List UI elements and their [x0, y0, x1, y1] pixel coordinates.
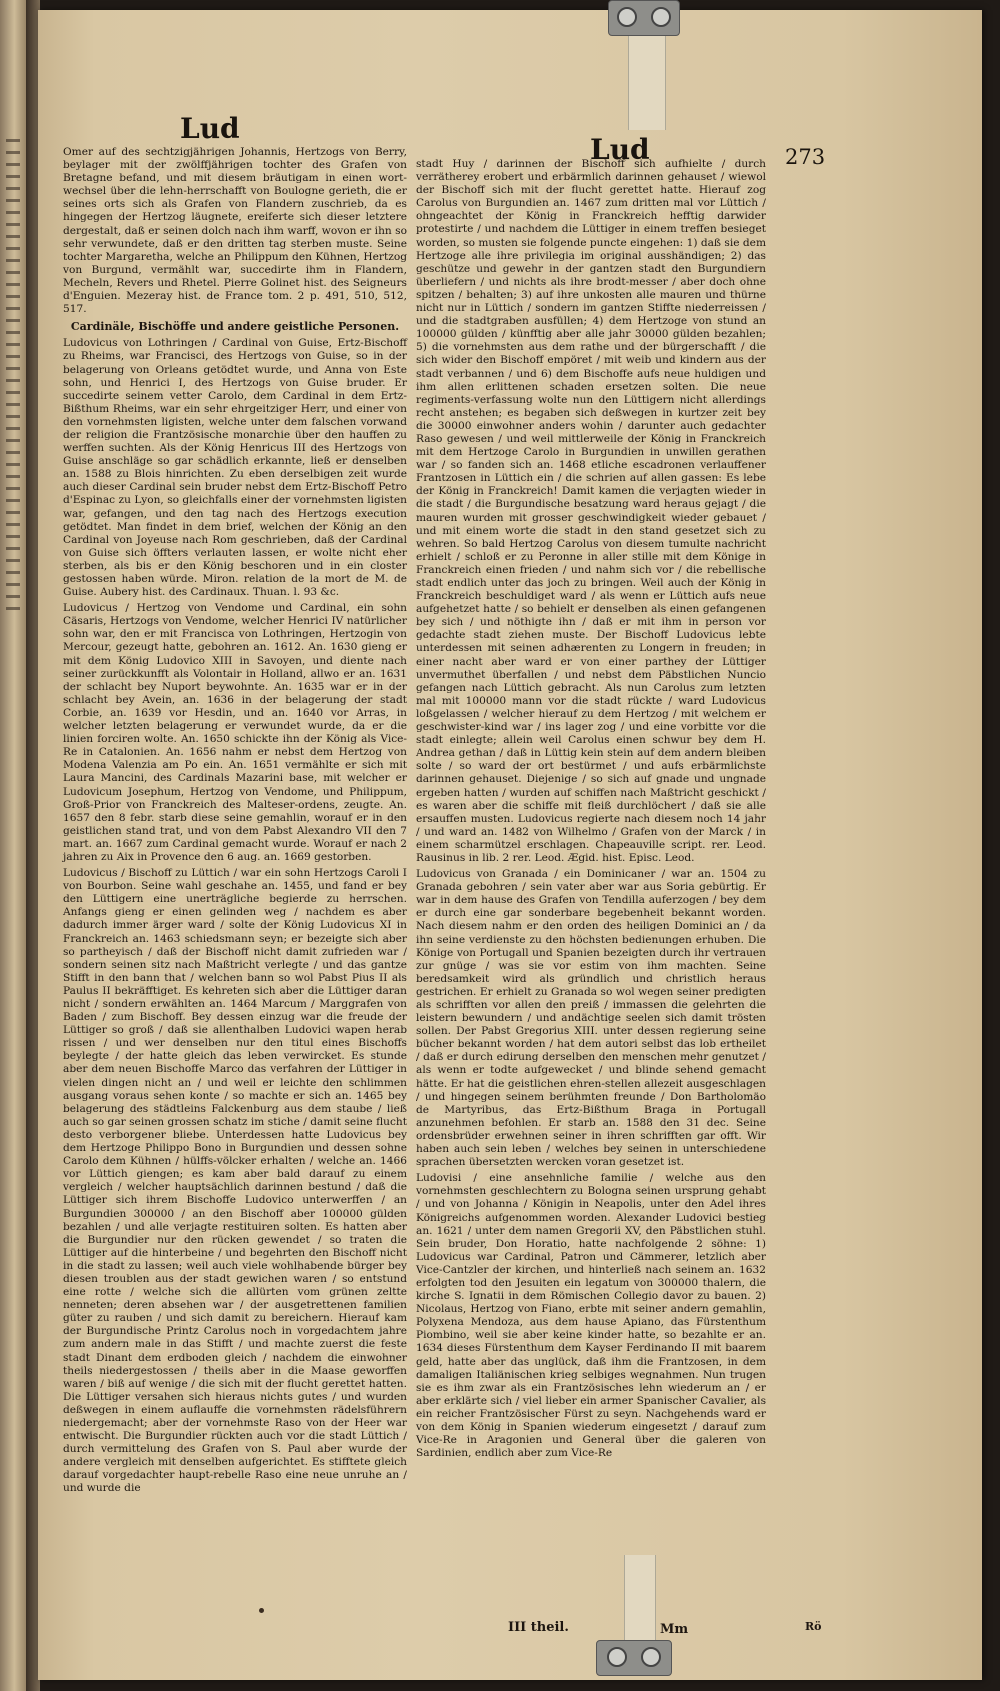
- page-number: 273: [785, 145, 826, 169]
- catchword: Rö: [805, 1620, 822, 1633]
- right-column: [416, 158, 766, 1463]
- page-clamp-bottom: [596, 1640, 672, 1676]
- signature-mark: Mm: [660, 1622, 689, 1637]
- running-head-left: Lud: [180, 112, 240, 145]
- previous-page-edge: [0, 0, 26, 1691]
- entry-granada: Ludovicus von Granada / ein Dominicaner / war an. 1504 zu Granada gebohren / sein vater aber war aus Soria gebürtig. Er war in dem hause des Grafen von Tendilla auferzogen / bey dem er durch eine gar sonderbare begebenheit bekannt worden. Nach diesem nahm er den orden des heiligen Dominici an / da ihn seine verdienste zu den höchsten bedienungen erhuben. Die Könige von Portugall und Spanien bezeigten durch ihr vertrauen zur gnüge / was sie vor estim von ihm machten. Seine beredsamkeit wird als gründlich und christlich heraus gestrichen. Er erhielt zu Granada so wol wegen seiner predigten als schrifften vor allen den preiß / immassen die gelehrten die leistern bewundern / und andächtige seelen sich damit trösten sollen. Der Pabst Gregorius XIII. unter dessen regierung seine bücher bekannt worden / hat dem autori selbst das lob ertheilet / daß er durch edirung derselben den menschen mehr genutzet / als wenn er todte aufgewecket / und blinde sehend gemacht hätte. Er hat die geistlichen ehren-stellen allezeit ausgeschlagen / und hingegen seinem berühmten freunde / Don Bartholomäo de Martyribus, das Ertz-Bißthum Braga in Portugall anzunehmen befohlen. Er starb an. 1588 den 31 dec. Seine ordensbrüder erwehnen seiner in ihren schrifften gar offt. Wir haben auch sein leben / welches bey seinen in unterschiedene sprachen übersetzten wercken voran gesetzet ist.: [416, 868, 766, 1169]
- entry-lothringen: Ludovicus von Lothringen / Cardinal von Guise, Ertz-Bischoff zu Rheims, war Francisci, des Hertzogs von Guise, so in der belagerung von Orleans getödtet wurde, und Anna von Este sohn, und Henrici I, des Hertzogs von Guise bruder. Er succedirte seinem vetter Carolo, dem Cardinal in dem Ertz-Bißthum Rheims, war ein sehr ehrgeitziger Herr, und einer von den vornehmsten ligisten, welche unter dem falschen vorwand der religion die Frantzösische monarchie über den hauffen zu werffen suchten. Als der König Henricus III des Hertzogs von Guise anschläge so gar schädlich erkannte, ließ er denselben an. 1588 zu Blois hinrichten. Zu eben derselbigen zeit wurde auch dieser Cardinal sein bruder nebst dem Ertz-Bischoff Petro d'Espinac zu Lyon, so gleichfalls einer der vornehmsten ligisten war, gefangen, und den tag nach des Hertzogs execution getödtet. Man findet in dem brief, welchen der König an den Cardinal von Joyeuse nach Rom geschrieben, daß der Cardinal von Guise sich öffters verlauten lassen, er wolte nicht eher sterben, als bis er den König beschoren und in ein closter gestossen haben würde. Miron. relation de la mort de M. de Guise. Aubery hist. des Cardinaux. Thuan. l. 93 &c.: [63, 337, 407, 599]
- section-title: Cardinäle, Bischöffe und andere geistliche Personen.: [70, 320, 400, 334]
- paragraph: stadt Huy / darinnen der Bischoff sich aufhielte / durch verrätherey erobert und erbärmlich darinnen gehauset / wiewol der Bischoff sich mit der flucht gerettet hatte. Hierauf zog Carolus von Burgundien an. 1467 zum dritten mal vor Lüttich / ohngeachtet der König in Franckreich hefftig darwider protestirte / und nachdem die Lüttiger in einem treffen besieget worden, so musten sie folgende puncte eingehen: 1) daß sie dem Hertzoge alle ihre privilegia im original ausshändigen; 2) das geschütze und gewehr in der gantzen stadt den Burgundiern überliefern / und nichts als ihre brodt-messer / aber doch ohne spitzen / behalten; 3) auf ihre unkosten alle mauren und thürne nicht nur in Lüttich / sondern im gantzen Stiffte niederreissen / und die stadtgraben ausfüllen; 4) dem Hertzoge von stund an 100000 gülden / künfftig aber alle jahr 30000 gülden bezahlen; 5) die vornehmsten aus dem rathe und der bürgerschafft / die sich wider den Bischoff empöret / mit weib und kindern aus der stadt verbannen / und 6) dem Bischoffe aufs neue huldigen und ihm allen erlittenen schaden ersetzen solten. Die neue regiments-verfassung wolte nun den Lüttigern nicht allerdings recht anstehen; es begaben sich deßwegen in kurtzer zeit bey die 30000 einwohner anders wohin / darunter auch gedachter Raso gewesen / und weil mittlerweile der König in Franckreich mit dem Hertzoge Carolo in Burgundien in unwillen gerathen war / so fanden sich an. 1468 etliche escadronen verlauffener Frantzosen in Lüttich ein / die schrien auf allen gassen: Es lebe der König in Franckreich! Damit kamen die verjagten wieder in die stadt / die Burgundische besatzung ward heraus gejagt / die mauren wurden mit grosser geschwindigkeit wieder gebauet / und mit einem worte die stadt in den stand gesetzet sich zu wehren. So bald Hertzog Carolus von diesem tumulte nachricht erhielt / schloß er zu Peronne in aller stille mit dem Könige in Franckreich einen frieden / und nahm sich vor / die rebellische stadt endlich unter das joch zu bringen. Weil auch der König in Franckreich beschuldiget ward / als wenn er Lüttich aufs neue aufgehetzet hatte / so behielt er denselben als einen gefangenen bey sich / und nöthigte ihn / daß er mit ihm in person vor gedachte stadt ziehen muste. Der Bischoff Ludovicus lebte unterdessen mit seinen adhærenten zu Longern in freuden; in einer nacht aber ward er von einer parthey der Lüttiger unvermuthet überfallen / und nebst dem Päbstlichen Nuncio gefangen nach Lüttich gebracht. Als nun Carolus zum letzten mal mit 100000 mann vor die stadt rückte / ward Ludovicus loßgelassen / welcher hierauf zu dem Hertzog / mit welchem er geschwister-kind war / ins lager zog / und eine vorbitte vor die stadt einlegte; allein weil Carolus einen schwur bey dem H. Andrea gethan / daß in Lüttig kein stein auf dem andern bleiben solte / so ward der ort bestürmet / und aufs erbärmlichste darinnen gehauset. Diejenige / so sich auf gnade und ungnade ergeben hatten / wurden auf schiffen nach Maßtricht geschickt / es waren aber die schiffe mit fleiß durchlöchert / daß sie alle ersauffen musten. Ludovicus regierte nach diesem noch 14 jahr / und ward an. 1482 von Wilhelmo / Grafen von der Marck / in einem scharmützel erschlagen. Chapeauville script. rer. Leod. Rausinus in lib. 2 rer. Leod. Ægid. hist. Episc. Leod.: [416, 158, 766, 864]
- screw-icon: [617, 7, 637, 27]
- ink-spot: [259, 1608, 264, 1613]
- left-column: [63, 146, 407, 1499]
- volume-footer: III theil.: [508, 1620, 569, 1635]
- screw-icon: [607, 1647, 627, 1667]
- entry-vendome: Ludovicus / Hertzog von Vendome und Cardinal, ein sohn Cäsaris, Hertzogs von Vendome, welcher Henrici IV natürlicher sohn war, den er mit Francisca von Lothringen, Hertzogin von Mercour, gezeugt hatte, gebohren an. 1612. An. 1630 gieng er mit dem König Ludovico XIII in Savoyen, und diente nach seiner zurückkunfft als Volontair in Holland, allwo er an. 1631 der schlacht bey Nuport beywohnte. An. 1635 war er in der schlacht bey Avein, an. 1636 in der belagerung der stadt Corbie, an. 1639 vor Hesdin, und an. 1640 vor Arras, in welcher letzten belagerung er verwundet wurde, da er die linien forciren wolte. An. 1650 schickte ihn der König als Vice-Re in Catalonien. An. 1656 nahm er nebst dem Hertzog von Modena Valenzia am Po ein. An. 1651 vermählte er sich mit Laura Mancini, des Cardinals Mazarini base, mit welcher er Ludovicum Josephum, Hertzog von Vendome, und Philippum, Groß-Prior von Franckreich des Malteser-ordens, zeugte. An. 1657 den 8 febr. starb diese seine gemahlin, worauf er in den geistlichen stand trat, und von dem Pabst Alexandro VII den 7 mart. an. 1667 zum Cardinal gemacht wurde. Worauf er nach 2 jahren zu Aix in Provence den 6 aug. an. 1669 gestorben.: [63, 602, 407, 863]
- screw-icon: [641, 1647, 661, 1667]
- screw-icon: [651, 7, 671, 27]
- paragraph: Omer auf des sechtzigjährigen Johannis, Hertzogs von Berry, beylager mit der zwölffjährigen tochter des Grafen von Bretagne befand, und mit diesem bräutigam in einen wort-wechsel über die lehn-herrschafft von Boulogne gerieth, die er seines orts sich als Grafen von Flandern zuschrieb, da es hingegen der Hertzog läugnete, ereiferte sich dieser letztere dergestalt, daß er seinen dolch nach ihm warff, wovon er ihn so sehr verwundete, daß er den dritten tag sterben muste. Seine tochter Margaretha, welche an Philippum den Kühnen, Hertzog von Burgund, vermählt war, succedirte ihm in Flandern, Mecheln, Revers und Rhetel. Pierre Golinet hist. des Seigneurs d'Enguien. Mezeray hist. de France tom. 2 p. 491, 510, 512, 517.: [63, 146, 407, 316]
- page-clamp-top: [608, 0, 680, 36]
- entry-luettich: Ludovicus / Bischoff zu Lüttich / war ein sohn Hertzogs Caroli I von Bourbon. Seine wahl geschahe an. 1455, und fand er bey den Lüttigern eine unerträgliche begierde zu herrschen. Anfangs gieng er einen gelinden weg / nachdem es aber dadurch immer ärger ward / solte der König Ludovicus XI in Franckreich an. 1463 schiedsmann seyn; er bezeigte sich aber so partheyisch / daß der Bischoff nicht damit zufrieden war / sondern seinen sitz nach Maßtricht verlegte / und das gantze Stifft in den bann that / welchen bann so wol Pabst Pius II als Paulus II bekräfftiget. Es kehreten sich aber die Lüttiger daran nicht / sondern erwählten an. 1464 Marcum / Marggrafen von Baden / zum Bischoff. Bey dessen einzug war die freude der Lüttiger so groß / daß sie allenthalben Ludovici wapen herab rissen / und wer denselben nur den titul eines Bischoffs beylegte / der hatte gleich das leben verwircket. Es stunde aber dem neuen Bischoffe Marco das verfahren der Lüttiger in vielen dingen nicht an / und weil er leichte den schlimmen ausgang voraus sehen konte / so machte er sich an. 1465 bey belagerung des städtleins Falckenburg aus dem staube / ließ auch so gar seinen grossen schatz im stiche / damit seine flucht desto verborgener bliebe. Unterdessen hatte Ludovicus bey dem Hertzoge Philippo Bono in Burgundien und dessen sohne Carolo dem Kühnen / hülffs-völcker erhalten / welche an. 1466 vor Lüttich giengen; es kam aber bald darauf zu einem vergleich / welcher hauptsächlich darinnen bestund / daß die Lüttiger sich ihrem Bischoffe Ludovico unterwerffen / an Burgundien 300000 / an den Bischoff aber 100000 gülden bezahlen / und alle verjagte restituiren solten. Es hatten aber die Burgundier nur den rücken gewendet / so traten die Lüttiger auf die hinterbeine / und begehrten den Bischoff nicht in die stadt zu lassen; weil auch viele wohlhabende bürger bey diesen troublen aus der stadt gewichen waren / so entstund eine rotte / welche sich die allürten vom grünen zeltte nenneten; deren absehen war / der ausgetrettenen familien güter zu rauben / und sich damit zu bereichern. Hierauf kam der Burgundische Printz Carolus noch in vorgedachtem jahre zum andern male in das Stifft / und machte zuerst die feste stadt Dinant dem erdboden gleich / nachdem die einwohner theils niedergestossen / theils aber in die Maase geworffen waren / biß auf wenige / die sich mit der flucht gerettet hatten. Die Lüttiger versahen sich hieraus nichts gutes / und wurden deßwegen in einem auflauffe die vornehmsten rädelsführern niedergemacht; aber der vornehmste Raso von der Heer war entwischt. Die Burgundier rückten auch vor die stadt Lüttich / durch vermittelung des Grafen von S. Paul aber wurde der andere vergleich mit denselben aufgerichtet. Es stifftete gleich darauf vorgedachter haupt-rebelle Raso eine neue unruhe an / und wurde die: [63, 867, 407, 1495]
- running-head-right: Lud: [590, 133, 650, 166]
- entry-ludovisi: Ludovisi / eine ansehnliche familie / welche aus den vornehmsten geschlechtern zu Bologna seinen ursprung gehabt / und von Johanna / Königin in Neapolis, unter den Adel ihres Königreichs aufgenommen worden. Alexander Ludovici bestieg an. 1621 / unter dem namen Gregorii XV, den Päbstlichen stuhl. Sein bruder, Don Horatio, hatte nachfolgende 2 söhne: 1) Ludovicus war Cardinal, Patron und Cämmerer, letzlich aber Vice-Cantzler der kirchen, und hinterließ nach seinem an. 1632 erfolgten tod den Jesuiten ein legatum von 300000 thalern, die kirche S. Ignatii in dem Römischen Collegio davor zu bauen. 2) Nicolaus, Hertzog von Fiano, erbte mit seiner andern gemahlin, Polyxena Mendoza, aus dem hause Apiano, das Fürstenthum Piombino, weil sie aber keine kinder hatte, so bezahlte er an. 1634 dieses Fürstenthum dem Kayser Ferdinando II mit baarem geld, hatte aber das unglück, daß ihm die Frantzosen, in dem damaligen Italiänischen krieg selbiges wegnahmen. Nun trugen sie es ihm zwar als ein Frantzösisches lehn wiederum an / er aber erklärte sich / viel lieber ein armer Spanischer Cavalier, als ein reicher Frantzösischer Fürst zu seyn. Nachgehends ward er von dem König in Spanien wiederum eingesetzt / darauf zum Vice-Re in Aragonien und General über die galeren von Sardinien, endlich aber zum Vice-Re: [416, 1172, 766, 1460]
